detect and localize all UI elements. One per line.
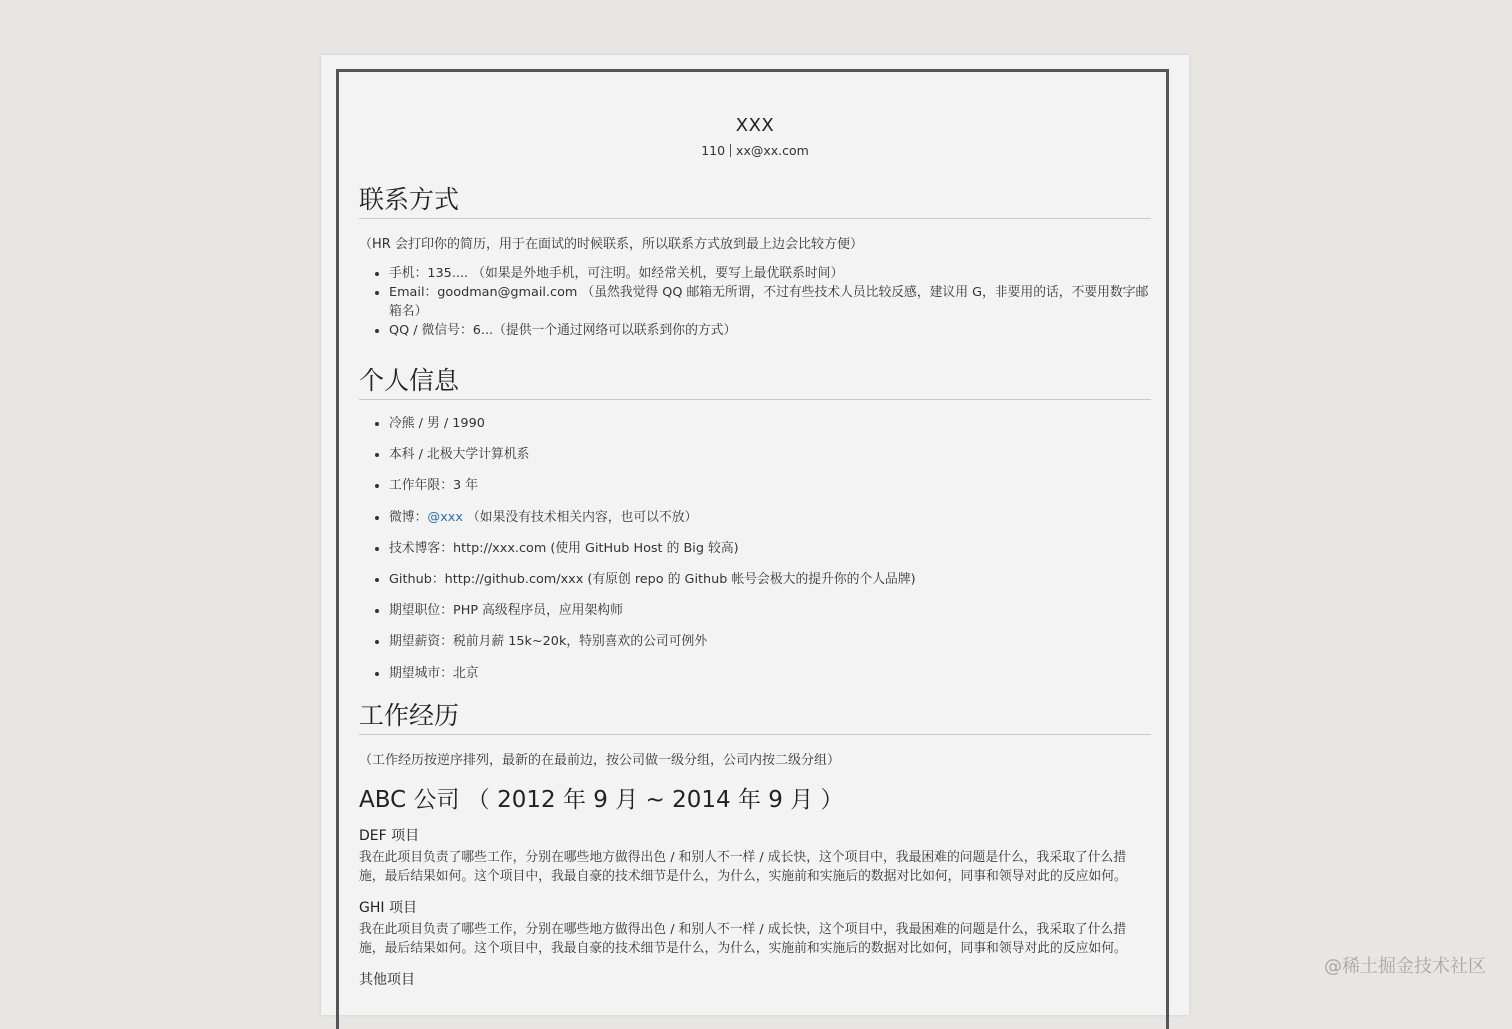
header-phone: 110 — [701, 143, 726, 158]
divider — [730, 144, 731, 157]
list-item: • 本科 / 北极大学计算机系 — [389, 445, 1151, 464]
experience-note: （工作经历按逆序排列，最新的在最前边，按公司做一级分组，公司内按二级分组） — [359, 752, 841, 768]
list-item: • Email：goodman@gmail.com （虽然我觉得 QQ 邮箱无所谓，不过有些技术人员比较反感，建议用 G，非要用的话，不要用数字邮箱名） — [389, 283, 1151, 321]
section-title-personal: 个人信息 — [359, 365, 1151, 400]
list-item: • 期望职位：PHP 高级程序员，应用架构师 — [389, 601, 1151, 620]
project-title: GHI 项目 — [359, 899, 417, 916]
section-title-contact: 联系方式 — [359, 184, 1151, 219]
weibo-note: （如果没有技术相关内容，也可以不放） — [462, 509, 698, 525]
list-item: • 冷熊 / 男 / 1990 — [389, 414, 1151, 433]
list-item: • Github：http://github.com/xxx (有原创 repo 的 Github 帐号会极大的提升你的个人品牌) — [389, 570, 1151, 589]
header-contact — [359, 143, 1151, 158]
list-item — [389, 508, 1151, 527]
personal-list — [359, 414, 1151, 683]
contact-note: （HR 会打印你的简历，用于在面试的时候联系，所以联系方式放到最上边会比较方便） — [359, 237, 863, 252]
resume-content — [359, 115, 1151, 989]
project-description: 我在此项目负责了哪些工作，分别在哪些地方做得出色 / 和别人不一样 / 成长快，这个项目中，我最困难的问题是什么，我采取了什么措施，最后结果如何。这个项目中，我最自豪的技术细节是什么，为什么，实施前和实施后的数据对比如何，同事和领导对此的反应如何。 — [359, 849, 1127, 884]
list-item: • 工作年限：3 年 — [389, 476, 1151, 495]
list-item: • 技术博客：http://xxx.com (使用 GitHub Host 的 Big 较高) — [389, 539, 1151, 558]
section-title-experience: 工作经历 — [359, 700, 1151, 735]
list-item: • QQ / 微信号：6...（提供一个通过网络可以联系到你的方式） — [389, 321, 1151, 340]
header-email: xx@xx.com — [736, 143, 809, 158]
contact-list — [359, 264, 1151, 340]
project-title: 其他项目 — [359, 971, 415, 988]
watermark: @稀土掘金技术社区 — [1324, 956, 1486, 977]
list-item: • 手机：135.... （如果是外地手机，可注明。如经常关机，要写上最优联系时间） — [389, 264, 1151, 283]
company-heading: ABC 公司 （ 2012 年 9 月 ~ 2014 年 9 月 ） — [359, 786, 844, 813]
candidate-name: XXX — [735, 115, 775, 136]
weibo-label: 微博： — [389, 509, 428, 525]
project-title: DEF 项目 — [359, 827, 420, 844]
weibo-link[interactable]: @xxx — [427, 509, 463, 525]
resume-page — [321, 55, 1189, 1015]
list-item: • 期望城市：北京 — [389, 664, 1151, 683]
project-description: 我在此项目负责了哪些工作，分别在哪些地方做得出色 / 和别人不一样 / 成长快，这个项目中，我最困难的问题是什么，我采取了什么措施，最后结果如何。这个项目中，我最自豪的技术细节是什么，为什么，实施前和实施后的数据对比如何，同事和领导对此的反应如何。 — [359, 921, 1127, 956]
list-item: • 期望薪资：税前月薪 15k~20k，特别喜欢的公司可例外 — [389, 632, 1151, 651]
